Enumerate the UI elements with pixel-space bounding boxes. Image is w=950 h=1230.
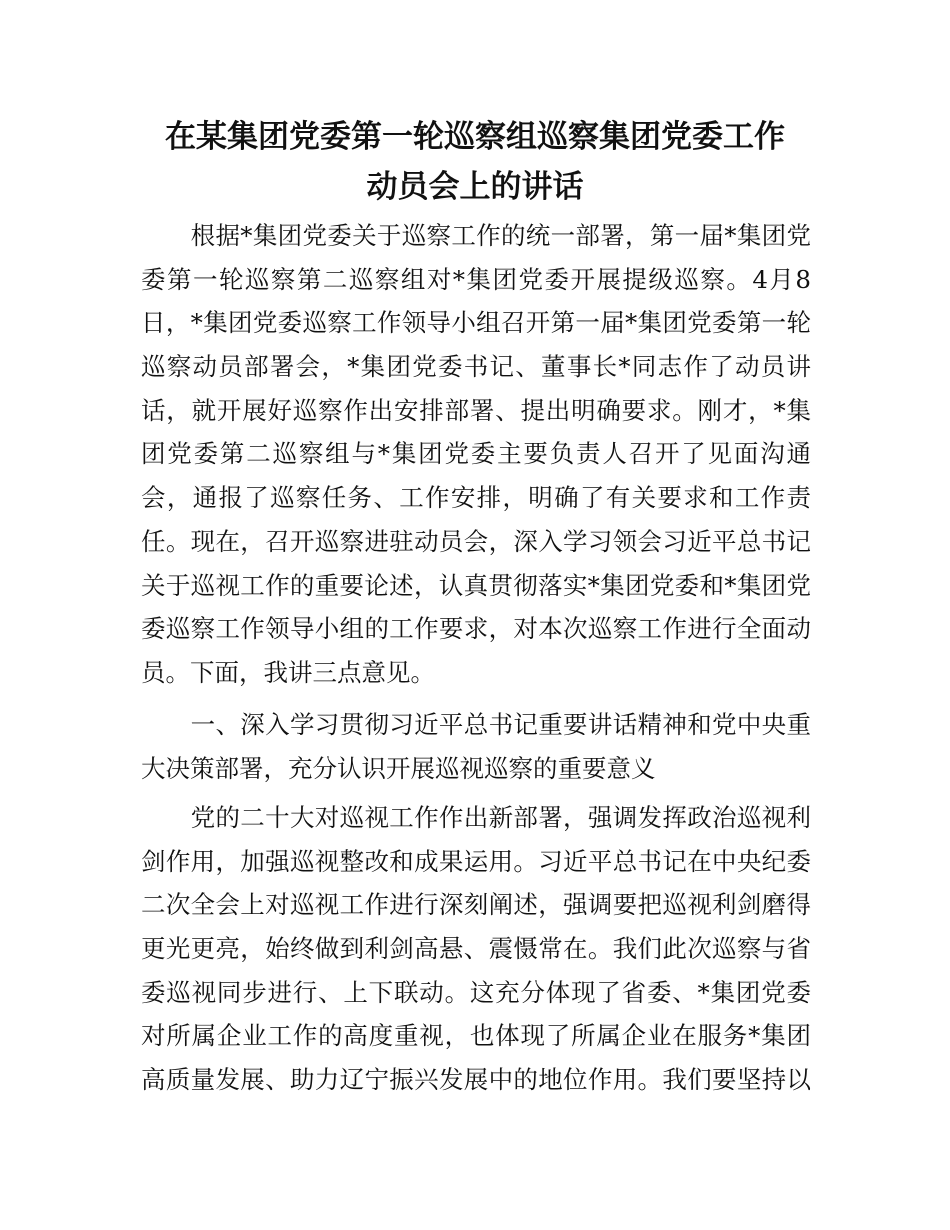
title-line-2: 动员会上的讲话 — [366, 169, 584, 205]
text-line: 更光更亮，始终做到利剑高悬、震慑常在。我们此次巡察与省 — [141, 934, 811, 964]
text-line: 团党委第二巡察组与*集团党委主要负责人召开了见面沟通 — [141, 439, 811, 469]
paragraph-section-1 — [141, 796, 811, 1102]
text-line: 巡察动员部署会，*集团党委书记、董事长*同志作了动员讲 — [141, 352, 811, 382]
text-line: 关于巡视工作的重要论述，认真贯彻落实*集团党委和*集团党 — [141, 570, 811, 600]
text-line: 委巡视同步进行、上下联动。这充分体现了省委、*集团党委 — [141, 977, 811, 1007]
text-line: 党的二十大对巡视工作作出新部署，强调发挥政治巡视利 — [141, 803, 811, 832]
text-line: 高质量发展、助力辽宁振兴发展中的地位作用。我们要坚持以 — [141, 1065, 811, 1095]
section-heading-1 — [141, 703, 811, 790]
document-title — [120, 112, 830, 212]
text-line: 任。现在，召开巡察进驻动员会，深入学习领会习近平总书记 — [141, 526, 811, 556]
text-line: 话，就开展好巡察作出安排部署、提出明确要求。刚才，*集 — [141, 395, 811, 425]
text-line: 委第一轮巡察第二巡察组对*集团党委开展提级巡察。4月8 — [141, 264, 811, 294]
text-line: 对所属企业工作的高度重视，也体现了所属企业在服务*集团 — [141, 1021, 811, 1051]
text-line: 委巡察工作领导小组的工作要求，对本次巡察工作进行全面动 — [141, 614, 811, 644]
text-line: 一、深入学习贯彻习近平总书记重要讲话精神和党中央重 — [141, 710, 811, 739]
text-line: 日，*集团党委巡察工作领导小组召开第一届*集团党委第一轮 — [141, 308, 811, 338]
text-line: 根据*集团党委关于巡察工作的统一部署，第一届*集团党 — [141, 221, 811, 250]
text-line: 二次全会上对巡视工作进行深刻阐述，强调要把巡视利剑磨得 — [141, 890, 811, 920]
paragraph-intro — [141, 214, 811, 695]
text-line: 大决策部署，充分认识开展巡视巡察的重要意义 — [141, 753, 656, 783]
title-line-1: 在某集团党委第一轮巡察组巡察集团党委工作 — [165, 119, 785, 155]
text-line: 剑作用，加强巡视整改和成果运用。习近平总书记在中央纪委 — [141, 846, 811, 876]
text-line: 员。下面，我讲三点意见。 — [141, 657, 435, 687]
text-line: 会，通报了巡察任务、工作安排，明确了有关要求和工作责 — [141, 483, 811, 513]
